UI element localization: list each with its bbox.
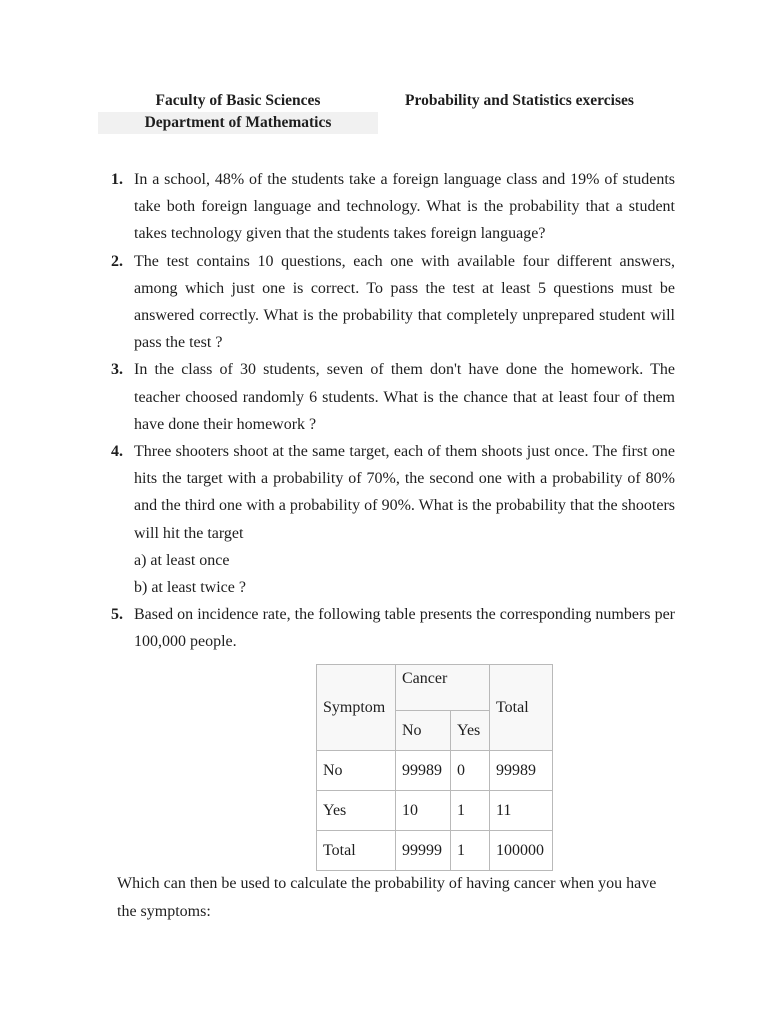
incidence-table-wrapper: [316, 664, 553, 871]
question-subpart-b: b) at least twice ?: [134, 579, 246, 597]
table-subheader-no: No: [396, 711, 451, 751]
table-header-total: Total: [490, 665, 553, 751]
question-text: Three shooters shoot at the same target, each of them shoots just once. The first one hits the target with a probability of 70%, the second one with a probability of 80% and the third one with a probability of 90%. What is the probability that the shooters will hit the target: [134, 443, 675, 542]
question-number: 1.: [111, 171, 123, 188]
table-cell-no: 99999: [396, 831, 451, 871]
question-list: [105, 166, 675, 656]
question-2: [105, 248, 675, 357]
table-cell-symptom: No: [317, 751, 396, 791]
closing-paragraph: Which can then be used to calculate the probability of having cancer when you have the symptoms:: [117, 875, 657, 920]
question-number: 4.: [111, 443, 123, 461]
table-row: [317, 831, 553, 871]
course-title: Probability and Statistics exercises: [405, 92, 634, 109]
faculty-name: Faculty of Basic Sciences: [155, 92, 321, 109]
table-cell-no: 99989: [396, 751, 451, 791]
table-cell-symptom: Yes: [317, 791, 396, 831]
header-left-block: [98, 90, 378, 134]
question-3: [105, 356, 675, 438]
question-1: [105, 166, 675, 248]
table-cell-total: 99989: [490, 751, 553, 791]
table-row: [317, 751, 553, 791]
table-cell-yes: 1: [451, 791, 490, 831]
table-cell-symptom: Total: [317, 831, 396, 871]
question-text: The test contains 10 questions, each one with available four different answers, among which just one is correct. To pass the test at least 5 questions must be answered correctly. What is the probability that completely unprepared student will pass the test ?: [134, 252, 675, 352]
table-row: [317, 791, 553, 831]
question-number: 2.: [111, 252, 123, 270]
question-text: Based on incidence rate, the following table presents the corresponding numbers per 100,000 people.: [134, 606, 675, 651]
table-cell-yes: 1: [451, 831, 490, 871]
department-name: Department of Mathematics: [98, 112, 378, 134]
question-5: [105, 601, 675, 655]
question-number: 5.: [111, 606, 123, 624]
table-cell-no: 10: [396, 791, 451, 831]
question-text: In a school, 48% of the students take a foreign language class and 19% of students take both foreign language and technology. What is the probability that a student takes technology given that the students takes foreign language?: [134, 171, 675, 243]
table-cell-total: 11: [490, 791, 553, 831]
table-cell-total: 100000: [490, 831, 553, 871]
question-subpart-a: a) at least once: [134, 551, 230, 569]
table-subheader-yes: Yes: [451, 711, 490, 751]
question-text: In the class of 30 students, seven of them don't have done the homework. The teacher choosed randomly 6 students. What is the chance that at least four of them have done their homework ?: [134, 361, 675, 433]
incidence-table: [316, 664, 553, 871]
question-4: [105, 438, 675, 601]
question-number: 3.: [111, 361, 123, 379]
table-header-cancer: Cancer: [396, 665, 490, 711]
table-header-symptom: Symptom: [317, 665, 396, 751]
table-cell-yes: 0: [451, 751, 490, 791]
